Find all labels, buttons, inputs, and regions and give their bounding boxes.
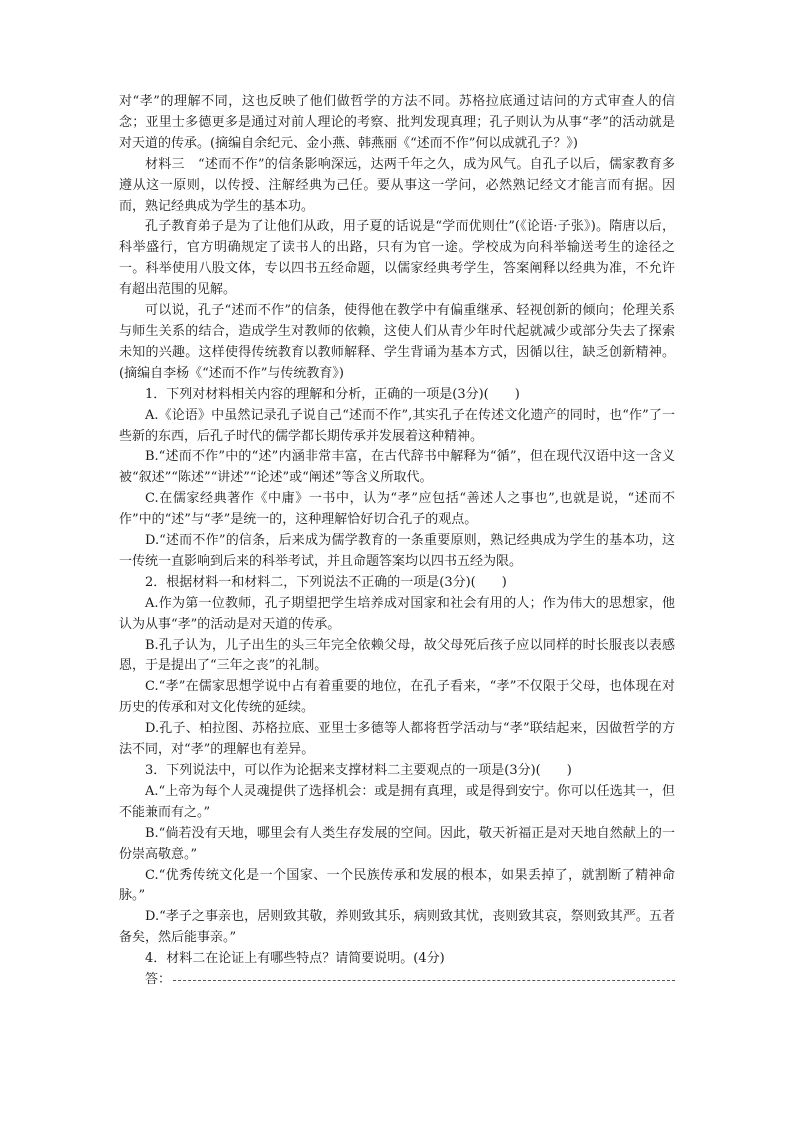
question-3-option-a[interactable]: A.“上帝为每个人灵魂提供了选择机会：或是拥有真理，或是得到安宁。你可以任选其一，但不能兼而有之。” xyxy=(119,783,675,820)
question-2-option-d[interactable]: D.孔子、柏拉图、苏格拉底、亚里士多德等人都将哲学活动与“孝”联结起来，因做哲学的方法不同，对“孝”的理解也有差异。 xyxy=(119,721,675,758)
question-3-stem: 3．下列说法中，可以作为论据来支撑材料二主要观点的一项是(3分)( ) xyxy=(145,763,572,778)
question-2-stem: 2．根据材料一和材料二，下列说法不正确的一项是(3分)( ) xyxy=(145,574,507,590)
material-three-paragraph: 材料三 “述而不作”的信条影响深远，达两千年之久，成为风气。自孔子以后，儒家教育多遵从这一原则，以传授、注解经典为己任。要从事这一学问，必然熟记经文才能言而有据。因而，熟记经典成为学生的基本功。 xyxy=(119,156,675,214)
question-1-option-d[interactable]: D.“述而不作”的信条，后来成为儒学教育的一条重要原则，熟记经典成为学生的基本功，这一传统一直影响到后来的科举考试，并且命题答案均以四书五经为限。 xyxy=(119,533,675,569)
question-2-option-a[interactable]: A.作为第一位教师，孔子期望把学生培养成对国家和社会有用的人；作为伟大的思想家，他认为从事“孝”的活动是对天道的传承。 xyxy=(119,595,675,632)
question-1-option-c[interactable]: C.在儒家经典著作《中庸》一书中，认为“孝”应包括“善述人之事也”,也就是说，“述而不作”中的“述”与“孝”是统一的，这种理解恰好切合孔子的观点。 xyxy=(119,491,675,528)
passage-paragraph: 孔子教育弟子是为了让他们从政，用子夏的话说是“学而优则仕”(《论语·子张》)。隋唐以后，科举盛行，官方明确规定了读书人的出路，只有为官一途。学校成为向科举输送考生的途径之一。科举使用八股文体，专以四书五经命题，以儒家经典考学生，答案阐释以经典为准，不允许有超出范围的见解。 xyxy=(119,219,675,298)
passage-paragraph: 可以说，孔子“述而不作”的信条，使得他在教学中有偏重继承、轻视创新的倾向；伦理关系与师生关系的结合，造成学生对教师的依赖，这使人们从青少年时代起就减少或部分失去了探索未知的兴趣。这样使得传统教育以教师解释、学生背诵为基本方式，因循以往，缺乏创新精神。(摘编自李杨《“述而不作”与传统教育》) xyxy=(119,303,675,381)
question-2-option-b[interactable]: B.孔子认为，儿子出生的头三年完全依赖父母，故父母死后孩子应以同样的时长服丧以表感恩，于是提出了“三年之丧”的礼制。 xyxy=(119,637,675,674)
question-2-option-c[interactable]: C.“孝”在儒家思想学说中占有着重要的地位，在孔子看来，“孝”不仅限于父母，也体现在对历史的传承和对文化传统的延续。 xyxy=(119,679,675,716)
question-1-stem: 1．下列对材料相关内容的理解和分析，正确的一项是(3分)( ) xyxy=(145,386,520,402)
answer-label: 答： xyxy=(145,972,172,988)
passage-paragraph: 对“孝”的理解不同，这也反映了他们做哲学的方法不同。苏格拉底通过诘问的方式审查人的信念；亚里士多德更多是通过对前人理论的考察、批判发现真理；孔子则认为从事“孝”的活动就是对天道的传承。(摘编自余纪元、金小燕、韩燕丽《“述而不作”何以成就孔子？》) xyxy=(119,94,675,151)
question-3-option-c[interactable]: C.“优秀传统文化是一个国家、一个民族传承和发展的根本，如果丢掉了，就割断了精神命脉。” xyxy=(119,867,675,904)
question-3-option-b[interactable]: B.“倘若没有天地，哪里会有人类生存发展的空间。因此，敬天祈福正是对天地自然献上的一份崇高敬意。” xyxy=(119,825,675,862)
question-4-stem: 4．材料二在论证上有哪些特点？请简要说明。(4分) xyxy=(145,951,445,967)
question-1-option-a[interactable]: A.《论语》中虽然记录孔子说自己“述而不作”,其实孔子在传述文化遗产的同时，也“作”了一些新的东西，后孔子时代的儒学都长期传承并发展着这种精神。 xyxy=(119,407,675,444)
question-3-option-d[interactable]: D.“孝子之事亲也，居则致其敬，养则致其乐，病则致其忧，丧则致其哀，祭则致其严。五者备矣，然后能事亲。” xyxy=(119,909,675,946)
question-1-option-b[interactable]: B.“述而不作”中的“述”内涵非常丰富，在古代辞书中解释为“循”，但在现代汉语中这一含义被“叙述”“陈述”“讲述”“论述”或“阐述”等含义所取代。 xyxy=(119,449,675,486)
answer-row xyxy=(119,970,675,991)
exam-page xyxy=(119,92,675,991)
answer-line[interactable] xyxy=(173,968,675,981)
